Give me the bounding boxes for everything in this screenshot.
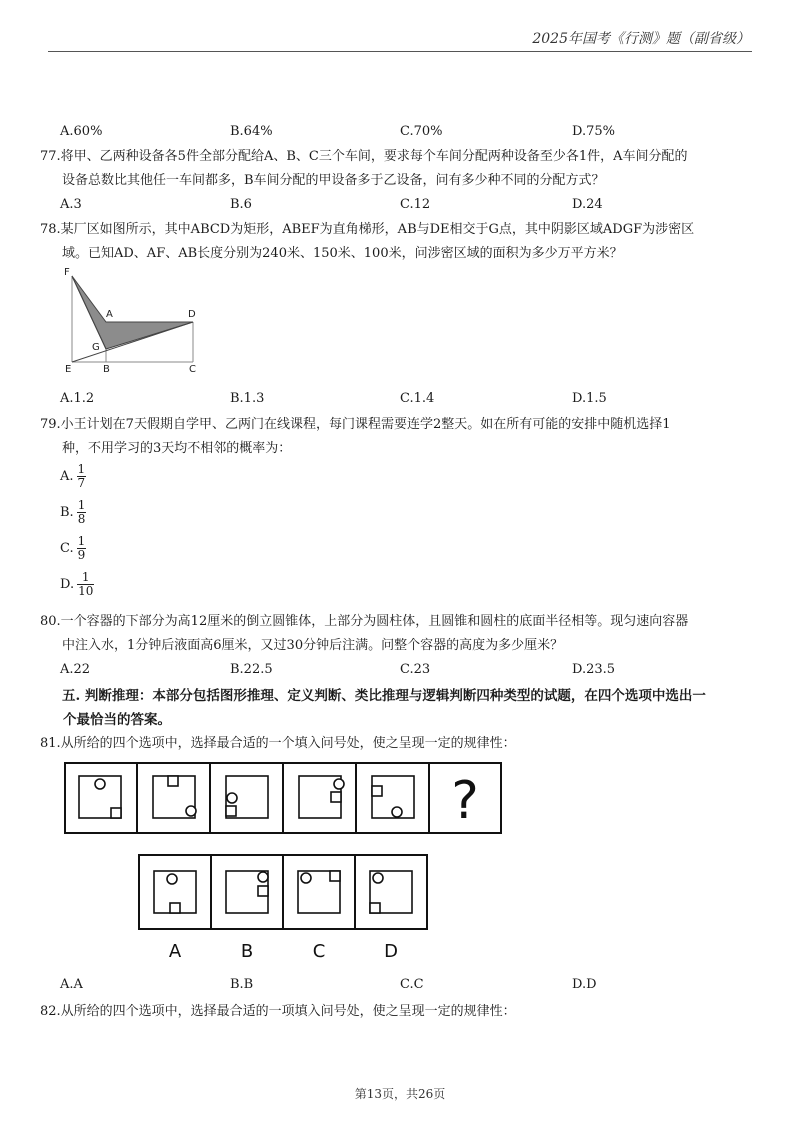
- q79-option-c-letter: C.: [60, 541, 74, 556]
- q79-option-a-numerator: 1: [77, 462, 86, 476]
- section5-heading: [62, 684, 752, 732]
- shaded-region-adgf: [72, 276, 193, 349]
- q77-line2: 设备总数比其他任一车间都多，B车间分配的甲设备多于乙设备，问有多少种不同的分配方式？: [62, 173, 605, 188]
- q79-option-c-denominator: 9: [77, 548, 86, 562]
- q79-option-b-fraction: [77, 499, 87, 526]
- q79-option-d-letter: D.: [60, 577, 75, 592]
- label-e: E: [65, 364, 72, 374]
- q79-option-d: [60, 571, 94, 598]
- choice-label-c: C: [312, 941, 326, 962]
- q78-line1: 78.某厂区如图所示，其中ABCD为矩形，ABEF为直角梯形，AB与DE相交于G点，其中阴影区域ADGF为涉密区: [40, 222, 695, 237]
- q78-line2: 域。已知AD、AF、AB长度分别为240米、150米、100米，问涉密区域的面积为多少万平方米？: [62, 246, 623, 261]
- label-g: G: [92, 342, 100, 353]
- q78-stem: [40, 218, 760, 266]
- q79-option-d-numerator: 1: [77, 571, 94, 585]
- q76-option-b: B.64%: [230, 124, 273, 139]
- q79-line2: 种，不用学习的3天均不相邻的概率为：: [62, 441, 292, 456]
- q77-stem: [40, 145, 760, 193]
- header-divider: [48, 51, 752, 52]
- sequence-cell-3: [226, 776, 268, 818]
- sequence-cell-2: [153, 776, 196, 818]
- q76-option-c: C.70%: [400, 124, 443, 139]
- choice-b-figure: [226, 871, 268, 913]
- q78-option-c: C.1.4: [400, 391, 435, 406]
- q80-option-c: C.23: [400, 662, 431, 677]
- label-b: B: [103, 364, 110, 374]
- q82-stem: [40, 1000, 760, 1024]
- q79-option-d-fraction: [77, 571, 94, 598]
- q78-option-b: B.1.3: [230, 391, 265, 406]
- choice-label-a: A: [168, 941, 182, 962]
- q79-option-b-denominator: 8: [77, 512, 86, 526]
- q79-option-a-denominator: 7: [77, 476, 86, 490]
- q80-stem: [40, 610, 760, 658]
- sequence-cell-4: [299, 776, 344, 818]
- q79-option-a-fraction: [77, 463, 87, 490]
- q82-line1: 82.从所给的四个选项中，选择最合适的一项填入问号处，使之呈现一定的规律性：: [40, 1004, 516, 1019]
- page-header-title: 2025年国考《行测》题（副省级）: [532, 31, 750, 47]
- q81-option-a: A.A: [60, 977, 83, 992]
- q80-line1: 80.一个容器的下部分为高12厘米的倒立圆锥体，上部分为圆柱体，且圆锥和圆柱的底面半径相等。现匀速向容器: [40, 614, 689, 629]
- label-c: C: [189, 364, 196, 374]
- label-a: A: [106, 309, 113, 320]
- q77-option-b: B.6: [230, 197, 252, 212]
- q79-option-b-letter: B.: [60, 505, 74, 520]
- q79-option-b-numerator: 1: [77, 498, 86, 512]
- sequence-cell-1: [79, 776, 121, 818]
- question-mark: ?: [451, 771, 479, 831]
- q79-option-c: [60, 535, 86, 562]
- section5-line1: 五. 判断推理：本部分包括图形推理、定义判断、类比推理与逻辑判断四种类型的试题，在四个选项中选出一: [62, 688, 706, 704]
- q79-option-b: [60, 499, 86, 526]
- q81-option-c: C.C: [400, 977, 424, 992]
- q81-line1: 81.从所给的四个选项中，选择最合适的一个填入问号处，使之呈现一定的规律性：: [40, 736, 516, 751]
- q80-option-b: B.22.5: [230, 662, 273, 677]
- q81-choices-figure: [138, 854, 430, 964]
- q78-figure: [60, 262, 210, 374]
- line-fg: [72, 276, 106, 349]
- q81-sequence-figure: [64, 762, 504, 836]
- q80-option-a: A.22: [60, 662, 91, 677]
- choice-label-b: B: [240, 941, 254, 962]
- choice-a-figure: [154, 871, 196, 913]
- q80-line2: 中注入水，1分钟后液面高6厘米，又过30分钟后注满。问整个容器的高度为多少厘米？: [62, 638, 564, 653]
- q76-option-a: A.60%: [60, 124, 103, 139]
- q78-option-a: A.1.2: [60, 391, 95, 406]
- q76-option-d: D.75%: [572, 124, 615, 139]
- q77-line1: 77.将甲、乙两种设备各5件全部分配给A、B、C三个车间，要求每个车间分配两种设备至少各1件，A车间分配的: [40, 149, 688, 164]
- q79-option-c-numerator: 1: [77, 534, 86, 548]
- choice-d-figure: [370, 871, 412, 913]
- label-d: D: [188, 309, 196, 320]
- q81-stem: [40, 732, 760, 756]
- label-f: F: [64, 267, 70, 278]
- page-footer: 第13页，共26页: [354, 1087, 446, 1101]
- q79-option-d-denominator: 10: [78, 584, 94, 598]
- q80-option-d: D.23.5: [572, 662, 616, 677]
- q79-option-a: [60, 463, 86, 490]
- sequence-cell-5: [372, 776, 414, 818]
- q79-option-a-letter: A.: [60, 469, 74, 484]
- q79-option-c-fraction: [77, 535, 87, 562]
- q79-line1: 79.小王计划在7天假期自学甲、乙两门在线课程，每门课程需要连学2整天。如在所有可能的安排中随机选择1: [40, 417, 671, 432]
- q81-option-d: D.D: [572, 977, 597, 992]
- q77-option-a: A.3: [60, 197, 82, 212]
- choice-label-d: D: [384, 941, 398, 962]
- q77-option-c: C.12: [400, 197, 431, 212]
- q78-option-d: D.1.5: [572, 391, 607, 406]
- q79-stem: [40, 413, 760, 461]
- section5-line2: 个最恰当的答案。: [63, 712, 171, 728]
- q81-option-b: B.B: [230, 977, 254, 992]
- q77-option-d: D.24: [572, 197, 603, 212]
- choice-c-figure: [298, 871, 340, 913]
